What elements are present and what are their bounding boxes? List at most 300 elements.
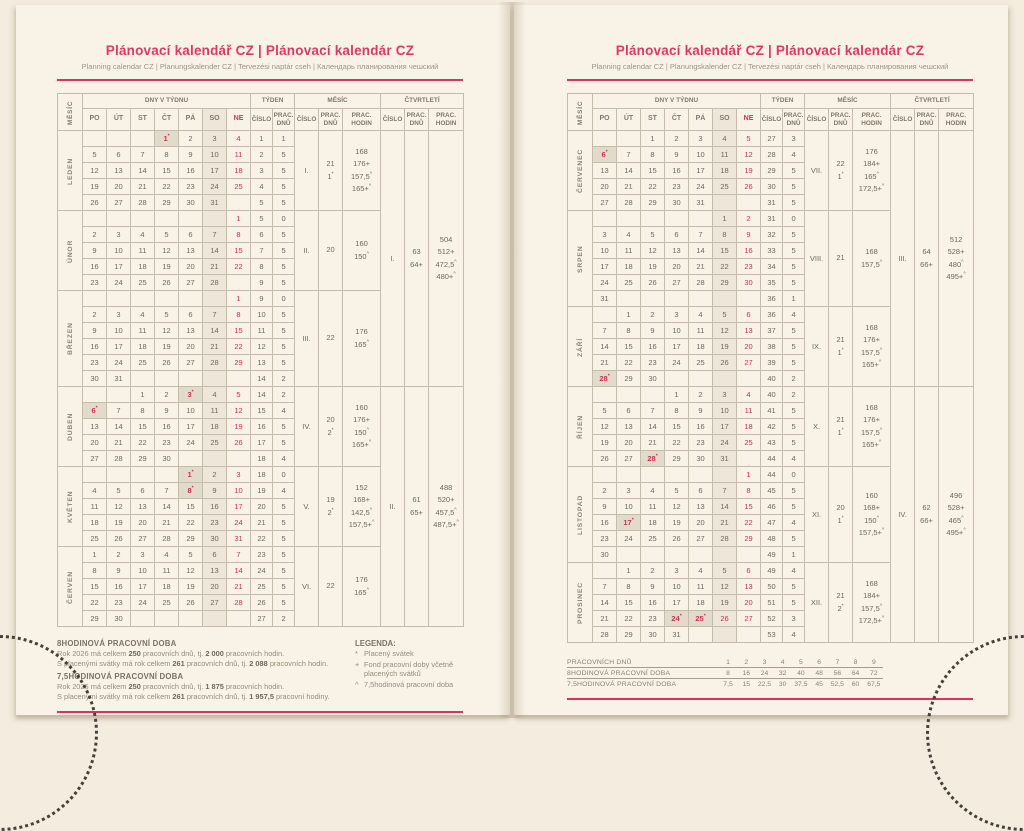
quarter-number: II. [381, 387, 405, 627]
value-line: 157,5^ [860, 347, 883, 357]
quarter-workhours [429, 387, 464, 627]
mini-value: 64 [846, 668, 864, 679]
day-cell: 10 [179, 403, 203, 419]
day-cell: 7 [713, 483, 737, 499]
day-cell: 14 [593, 595, 617, 611]
day-cell: 2 [203, 467, 227, 483]
day-cell: 6 [179, 227, 203, 243]
day-cell: 9 [641, 579, 665, 595]
day-cell: 9 [689, 403, 713, 419]
day-cell: 15 [131, 419, 155, 435]
day-cell: 21 [713, 515, 737, 531]
day-cell: 20 [689, 515, 713, 531]
mini-label: 7,5HODINOVÁ PRACOVNÍ DOBA [567, 680, 677, 688]
day-cell [593, 387, 617, 403]
week-workdays: 1 [273, 131, 295, 147]
day-cell: 4 [641, 483, 665, 499]
week-workdays: 5 [783, 435, 805, 451]
value-line: 21 [326, 159, 335, 168]
subcolumn-header: PRAC. DNŮ [915, 109, 939, 131]
day-cell: 10 [689, 147, 713, 163]
day-cell: 26 [227, 435, 251, 451]
day-cell: 3 [617, 483, 641, 499]
month-name: KVĚTEN [58, 467, 83, 547]
day-cell: 3 [107, 307, 131, 323]
text-segment: 2 000 [205, 649, 224, 658]
day-cell: 25 [227, 179, 251, 195]
week-number: 38 [761, 339, 783, 355]
value-line: 22 [326, 333, 335, 343]
week-workdays: 5 [783, 579, 805, 595]
value-line: 64+ [410, 259, 423, 269]
day-cell: 16 [83, 259, 107, 275]
mini-row [567, 657, 883, 668]
day-cell: 23 [107, 595, 131, 611]
day-cell [155, 211, 179, 227]
subcolumn-header: ČÍSLO [805, 109, 829, 131]
value-line: 165+^ [861, 359, 882, 369]
week-workdays: 5 [273, 419, 295, 435]
mini-value: 52,5 [830, 680, 844, 688]
day-cell: 17 [203, 163, 227, 179]
value-line: 176+ [863, 335, 880, 344]
week-number: 16 [251, 419, 273, 435]
day-cell: 6 [617, 403, 641, 419]
week-number: 18 [251, 467, 273, 483]
page-left-content [57, 43, 463, 713]
month-name: BŘEZEN [58, 291, 83, 387]
value-line: 150^ [864, 515, 879, 525]
day-cell: 26 [641, 275, 665, 291]
week-workdays: 4 [783, 563, 805, 579]
day-cell: 16 [641, 595, 665, 611]
legend-text: Placený svátek [364, 649, 414, 658]
day-cell: 3 [227, 467, 251, 483]
day-cell: 29 [617, 627, 641, 643]
day-cell: 20 [107, 179, 131, 195]
day-cell: 19 [227, 419, 251, 435]
day-cell: 3 [203, 131, 227, 147]
week-number: 2 [251, 147, 273, 163]
month-workhours [343, 467, 381, 547]
day-cell: 24 [665, 355, 689, 371]
value-line: 165^ [354, 339, 369, 349]
page-left [16, 5, 510, 715]
quarter-workdays [915, 131, 939, 387]
day-cell: 21 [227, 579, 251, 595]
day-cell [641, 547, 665, 563]
day-cell: 5 [155, 307, 179, 323]
week-number: 29 [761, 163, 783, 179]
day-cell: 5 [83, 147, 107, 163]
day-cell: 30 [665, 195, 689, 211]
day-cell: 7 [131, 147, 155, 163]
page-subtitle: Planning calendar CZ | Planungskalender CZ | Tervezési naptár cseh | Календарь планирования чешский [591, 62, 949, 71]
day-cell: 30 [737, 275, 761, 291]
day-cell [641, 467, 665, 483]
day-cell: 7 [203, 227, 227, 243]
day-cell: 19 [179, 579, 203, 595]
week-workdays: 5 [273, 435, 295, 451]
day-cell: 29 [737, 531, 761, 547]
month-workhours [343, 211, 381, 291]
day-cell: 11 [641, 499, 665, 515]
day-cell: 8 [617, 323, 641, 339]
day-cell: 27 [689, 531, 713, 547]
weekday-header: ST [641, 109, 665, 131]
subcolumn-header: ČÍSLO [251, 109, 273, 131]
day-cell: 12 [713, 323, 737, 339]
day-cell: 9 [107, 563, 131, 579]
mini-value: 45 [815, 680, 823, 688]
week-number: 26 [251, 595, 273, 611]
day-cell: 25 [689, 355, 713, 371]
month-name: DUBEN [58, 387, 83, 467]
value-line: 62 [922, 503, 931, 512]
week-number: 37 [761, 323, 783, 339]
day-cell [617, 291, 641, 307]
week-number: 14 [251, 387, 273, 403]
day-cell: 19 [107, 515, 131, 531]
value-line: 61 [412, 495, 421, 504]
week-number: 8 [251, 259, 273, 275]
weekday-header: ST [131, 109, 155, 131]
day-cell [665, 547, 689, 563]
day-cell: 31 [713, 451, 737, 467]
worktime-summary [57, 639, 335, 702]
day-cell: 10 [713, 403, 737, 419]
month-number: X. [805, 387, 829, 467]
day-cell [131, 291, 155, 307]
week-workdays: 5 [783, 531, 805, 547]
weekday-header: ČT [665, 109, 689, 131]
day-cell: 28 [593, 627, 617, 643]
day-cell: 22 [617, 611, 641, 627]
mini-value: 56 [828, 668, 846, 679]
month-column-header: MĚSÍC [58, 94, 83, 131]
day-cell: 28 [203, 355, 227, 371]
value-line: 160 [355, 402, 368, 412]
value-line: 504 [439, 234, 453, 244]
month-workdays [319, 131, 343, 211]
day-cell: 14 [203, 323, 227, 339]
quarter-number: III. [891, 131, 915, 387]
day-cell: 14 [131, 163, 155, 179]
page-right [514, 5, 1008, 715]
day-cell: 17 [689, 163, 713, 179]
day-cell [155, 611, 179, 627]
week-workdays: 0 [273, 211, 295, 227]
day-cell: 11 [131, 243, 155, 259]
day-cell: 13 [737, 323, 761, 339]
day-cell: 15 [155, 163, 179, 179]
day-cell: 20 [737, 339, 761, 355]
head-row [58, 94, 464, 109]
day-cell: 10 [107, 323, 131, 339]
day-cell: 19 [665, 515, 689, 531]
text-segment: 1 957,5 [249, 691, 274, 701]
day-cell: 6 [179, 307, 203, 323]
day-cell [83, 291, 107, 307]
month-workhours [853, 211, 891, 307]
day-cell: 20 [617, 435, 641, 451]
day-cell: 7 [107, 403, 131, 419]
day-cell: 15 [737, 499, 761, 515]
mini-value: 8 [719, 668, 737, 679]
page-right-content [567, 43, 973, 700]
day-cell: 22 [227, 339, 251, 355]
text-segment: 261 [172, 658, 185, 668]
week-workdays: 5 [273, 323, 295, 339]
quarter-workhours [429, 131, 464, 387]
week-number: 51 [761, 595, 783, 611]
week-number: 10 [251, 307, 273, 323]
day-cell: 5 [641, 227, 665, 243]
day-cell: 9 [155, 403, 179, 419]
day-cell [107, 211, 131, 227]
day-cell: 10 [665, 579, 689, 595]
value-line: 157,5^ [860, 603, 883, 613]
day-cell [155, 467, 179, 483]
day-cell: 21 [203, 339, 227, 355]
day-cell: 23 [737, 259, 761, 275]
day-cell [737, 451, 761, 467]
day-cell: 23 [641, 611, 665, 627]
month-group-header: MĚSÍC [295, 94, 381, 109]
week-workdays: 5 [273, 275, 295, 291]
day-cell [131, 131, 155, 147]
day-cell [737, 371, 761, 387]
day-cell: 19 [593, 435, 617, 451]
week-number: 31 [761, 195, 783, 211]
day-cell: 30 [689, 451, 713, 467]
text-segment: pracovních hodin. [267, 658, 329, 668]
week-number: 20 [251, 499, 273, 515]
legend-text: 7,5hodinová pracovní doba [364, 679, 454, 689]
value-line: 176+ [863, 415, 880, 424]
value-line: 176 [865, 146, 878, 156]
day-cell: 9 [641, 323, 665, 339]
value-line: 472,5^ [435, 259, 457, 269]
week-number: 31 [761, 211, 783, 227]
mini-value: 4 [774, 657, 792, 668]
day-cell: 25 [155, 595, 179, 611]
week-number: 46 [761, 499, 783, 515]
day-cell: 20 [179, 259, 203, 275]
month-workdays [319, 211, 343, 291]
day-cell: 24 [713, 435, 737, 451]
week-workdays: 5 [273, 531, 295, 547]
day-cell: 27 [737, 611, 761, 627]
week-workdays: 2 [273, 387, 295, 403]
day-cell: 6 [737, 307, 761, 323]
month-column-header: MĚSÍC [568, 94, 593, 131]
mini-value: 72 [865, 668, 883, 679]
page-title: Plánovací kalendář CZ | Plánovací kalendár CZ [615, 43, 925, 58]
footer-rule [567, 698, 973, 700]
month-number: II. [295, 211, 319, 291]
mini-value: 48 [810, 668, 828, 679]
week-number: 47 [761, 515, 783, 531]
day-cell: 23 [593, 531, 617, 547]
day-cell: 5 [107, 483, 131, 499]
day-cell: 16 [737, 243, 761, 259]
value-line: 160 [865, 490, 878, 500]
value-line: 528+ [947, 503, 965, 512]
week-number: 14 [251, 371, 273, 387]
day-cell: 25 [203, 435, 227, 451]
day-cell [689, 547, 713, 563]
week-number: 33 [761, 243, 783, 259]
week-workdays: 5 [783, 259, 805, 275]
day-cell: 17 [665, 595, 689, 611]
day-cell: 18 [203, 419, 227, 435]
day-cell: 12 [227, 403, 251, 419]
day-cell: 10 [203, 147, 227, 163]
subcolumn-header: ČÍSLO [381, 109, 405, 131]
day-cell: 13 [131, 499, 155, 515]
day-cell: 11 [155, 563, 179, 579]
month-name: ČERVENEC [568, 131, 593, 211]
text-segment: 1 875 [205, 681, 224, 691]
value-line: 488 [439, 482, 453, 492]
page-subtitle: Planning calendar CZ | Planungskalender CZ | Tervezési naptár cseh | Календарь планирования чешский [81, 62, 439, 71]
day-cell: 22 [83, 595, 107, 611]
day-cell: 4 [83, 483, 107, 499]
day-cell: 29 [131, 451, 155, 467]
day-cell: 18 [641, 515, 665, 531]
value-line: 165^ [354, 587, 369, 597]
day-cell: 26 [593, 451, 617, 467]
week-number: 44 [761, 451, 783, 467]
day-cell [665, 467, 689, 483]
week-workdays: 0 [273, 291, 295, 307]
day-cell: 16 [593, 515, 617, 531]
day-cell: 4 [131, 307, 155, 323]
day-cell: 12 [107, 499, 131, 515]
day-cell: 19 [641, 259, 665, 275]
day-cell: 27 [179, 275, 203, 291]
day-cell [179, 291, 203, 307]
day-cell: 13 [617, 419, 641, 435]
value-line: 172,5+^ [858, 183, 885, 193]
week-workdays: 5 [273, 595, 295, 611]
mini-value: 3 [755, 657, 773, 668]
day-cell: 20 [179, 339, 203, 355]
days-group-header: DNY V TÝDNU [83, 94, 251, 109]
week-workdays: 5 [273, 179, 295, 195]
day-cell: 9 [83, 323, 107, 339]
month-number: VIII. [805, 211, 829, 307]
day-cell: 27 [617, 451, 641, 467]
table-head [58, 94, 464, 131]
week-number: 32 [761, 227, 783, 243]
day-cell [203, 371, 227, 387]
day-cell: 15 [83, 579, 107, 595]
value-line: 65+ [410, 507, 423, 517]
week-number: 41 [761, 403, 783, 419]
worktime-line [57, 649, 335, 659]
week-number: 28 [761, 147, 783, 163]
day-cell: 1 [227, 211, 251, 227]
day-cell: 22 [227, 259, 251, 275]
day-cell [83, 131, 107, 147]
day-cell: 7 [203, 307, 227, 323]
month-name: LEDEN [58, 131, 83, 211]
day-cell: 1 [617, 563, 641, 579]
month-workdays [829, 131, 853, 211]
day-cell: 1 [83, 547, 107, 563]
day-cell [179, 211, 203, 227]
week-workdays: 1 [783, 291, 805, 307]
day-cell: 15 [617, 595, 641, 611]
quarter-workhours [939, 131, 974, 387]
day-cell [107, 131, 131, 147]
day-cell [131, 371, 155, 387]
day-cell: 1 [713, 211, 737, 227]
week-number: 4 [251, 179, 273, 195]
value-line: 1* [837, 515, 844, 525]
day-cell: 8 [83, 563, 107, 579]
day-cell [641, 291, 665, 307]
day-cell: 1 [641, 131, 665, 147]
day-cell [737, 291, 761, 307]
day-cell: 21 [155, 515, 179, 531]
text-segment: 261 [172, 691, 185, 701]
day-cell [737, 547, 761, 563]
week-workdays: 2 [783, 371, 805, 387]
worktime-line [57, 682, 335, 692]
day-cell: 16 [107, 579, 131, 595]
value-line: 157,5^ [860, 427, 883, 437]
quarter-workdays [915, 387, 939, 643]
value-line: 168+ [863, 503, 880, 512]
day-cell: 28 [227, 595, 251, 611]
value-line: 157,5^ [350, 171, 373, 181]
weekday-header: ÚT [107, 109, 131, 131]
day-cell: 14 [593, 339, 617, 355]
day-cell [617, 547, 641, 563]
week-number: 24 [251, 563, 273, 579]
day-cell [665, 371, 689, 387]
week-group-header: TÝDEN [761, 94, 805, 109]
value-line: 157,5+^ [348, 519, 375, 529]
day-cell: 28 [155, 531, 179, 547]
day-cell: 16 [689, 419, 713, 435]
month-number: IX. [805, 307, 829, 387]
day-cell: 10 [617, 499, 641, 515]
day-cell: 22 [155, 179, 179, 195]
day-cell: 25 [641, 531, 665, 547]
day-cell [641, 211, 665, 227]
day-cell: 14 [713, 499, 737, 515]
day-cell [227, 195, 251, 211]
value-line: 512 [949, 234, 963, 244]
quarter-workdays [405, 131, 429, 387]
day-cell: 10 [593, 243, 617, 259]
day-cell: 3 [131, 547, 155, 563]
day-cell: 8 [131, 403, 155, 419]
day-cell: 11 [689, 323, 713, 339]
day-cell: 18 [689, 339, 713, 355]
day-cell: 21 [641, 435, 665, 451]
day-cell [713, 547, 737, 563]
day-cell: 2 [641, 563, 665, 579]
day-cell: 28* [593, 371, 617, 387]
workdays-conversion [567, 657, 973, 689]
day-cell [107, 467, 131, 483]
day-cell [617, 387, 641, 403]
